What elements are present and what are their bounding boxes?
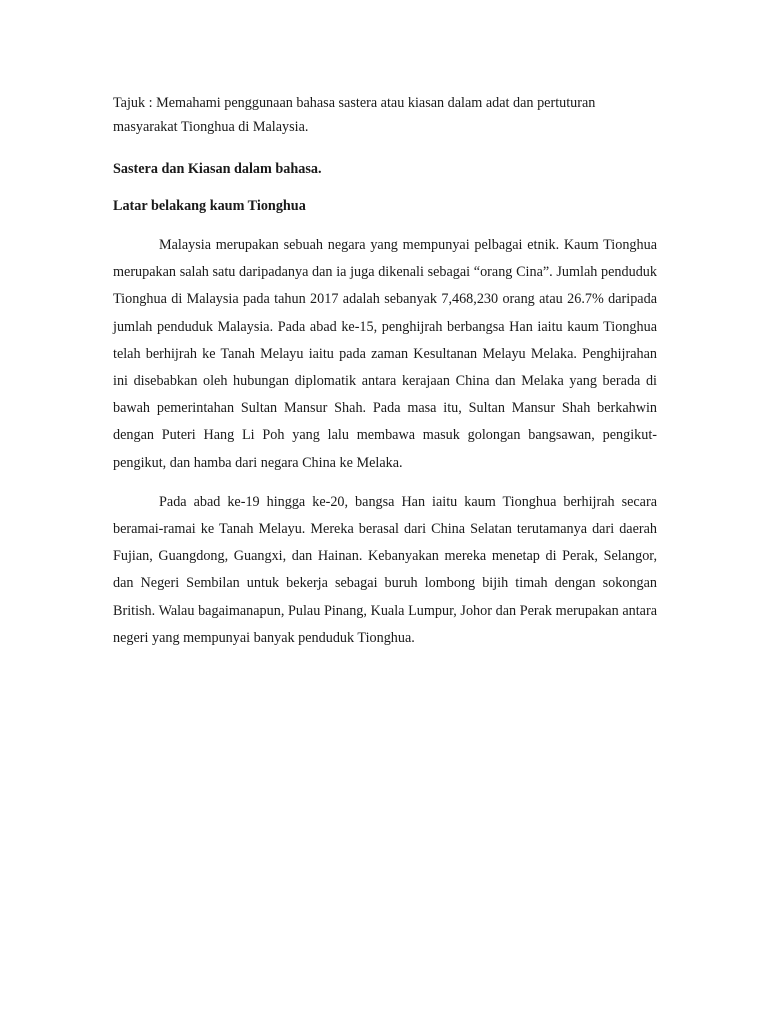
document-title: Tajuk : Memahami penggunaan bahasa sastera atau kiasan dalam adat dan pertuturan masyarakat Tionghua di Malaysia. bbox=[113, 95, 596, 135]
paragraph: Pada abad ke-19 hingga ke-20, bangsa Han iaitu kaum Tionghua berhijrah secara beramai-ramai ke Tanah Melayu. Mereka berasal dari China Selatan terutamanya dari daerah Fujian, Guangdong, Guangxi, dan Hainan. Kebanyakan mereka menetap di Perak, Selangor, dan Negeri Sembilan untuk bekerja sebagai buruh lombong bijih timah dengan sokongan British. Walau bagaimanapun, Pulau Pinang, Kuala Lumpur, Johor dan Perak merupakan antara negeri yang mempunyai banyak penduduk Tionghua. bbox=[113, 493, 657, 646]
section-heading: Sastera dan Kiasan dalam bahasa. bbox=[113, 161, 322, 177]
document-page bbox=[113, 92, 657, 652]
paragraph: Malaysia merupakan sebuah negara yang mempunyai pelbagai etnik. Kaum Tionghua merupakan salah satu daripadanya dan ia juga dikenali sebagai “orang Cina”. Jumlah penduduk Tionghua di Malaysia pada tahun 2017 adalah sebanyak 7,468,230 orang atau 26.7% daripada jumlah penduduk Malaysia. Pada abad ke-15, penghijrah berbangsa Han iaitu kaum Tionghua telah berhijrah ke Tanah Melayu iaitu pada zaman Kesultanan Melayu Melaka. Penghijrahan ini disebabkan oleh hubungan diplomatik antara kerajaan China dan Melaka yang berada di bawah pemerintahan Sultan Mansur Shah. Pada masa itu, Sultan Mansur Shah berkahwin dengan Puteri Hang Li Poh yang lalu membawa masuk golongan bangsawan, pengikut-pengikut, dan hamba dari negara China ke Melaka. bbox=[113, 237, 657, 471]
subheading: Latar belakang kaum Tionghua bbox=[113, 198, 306, 214]
